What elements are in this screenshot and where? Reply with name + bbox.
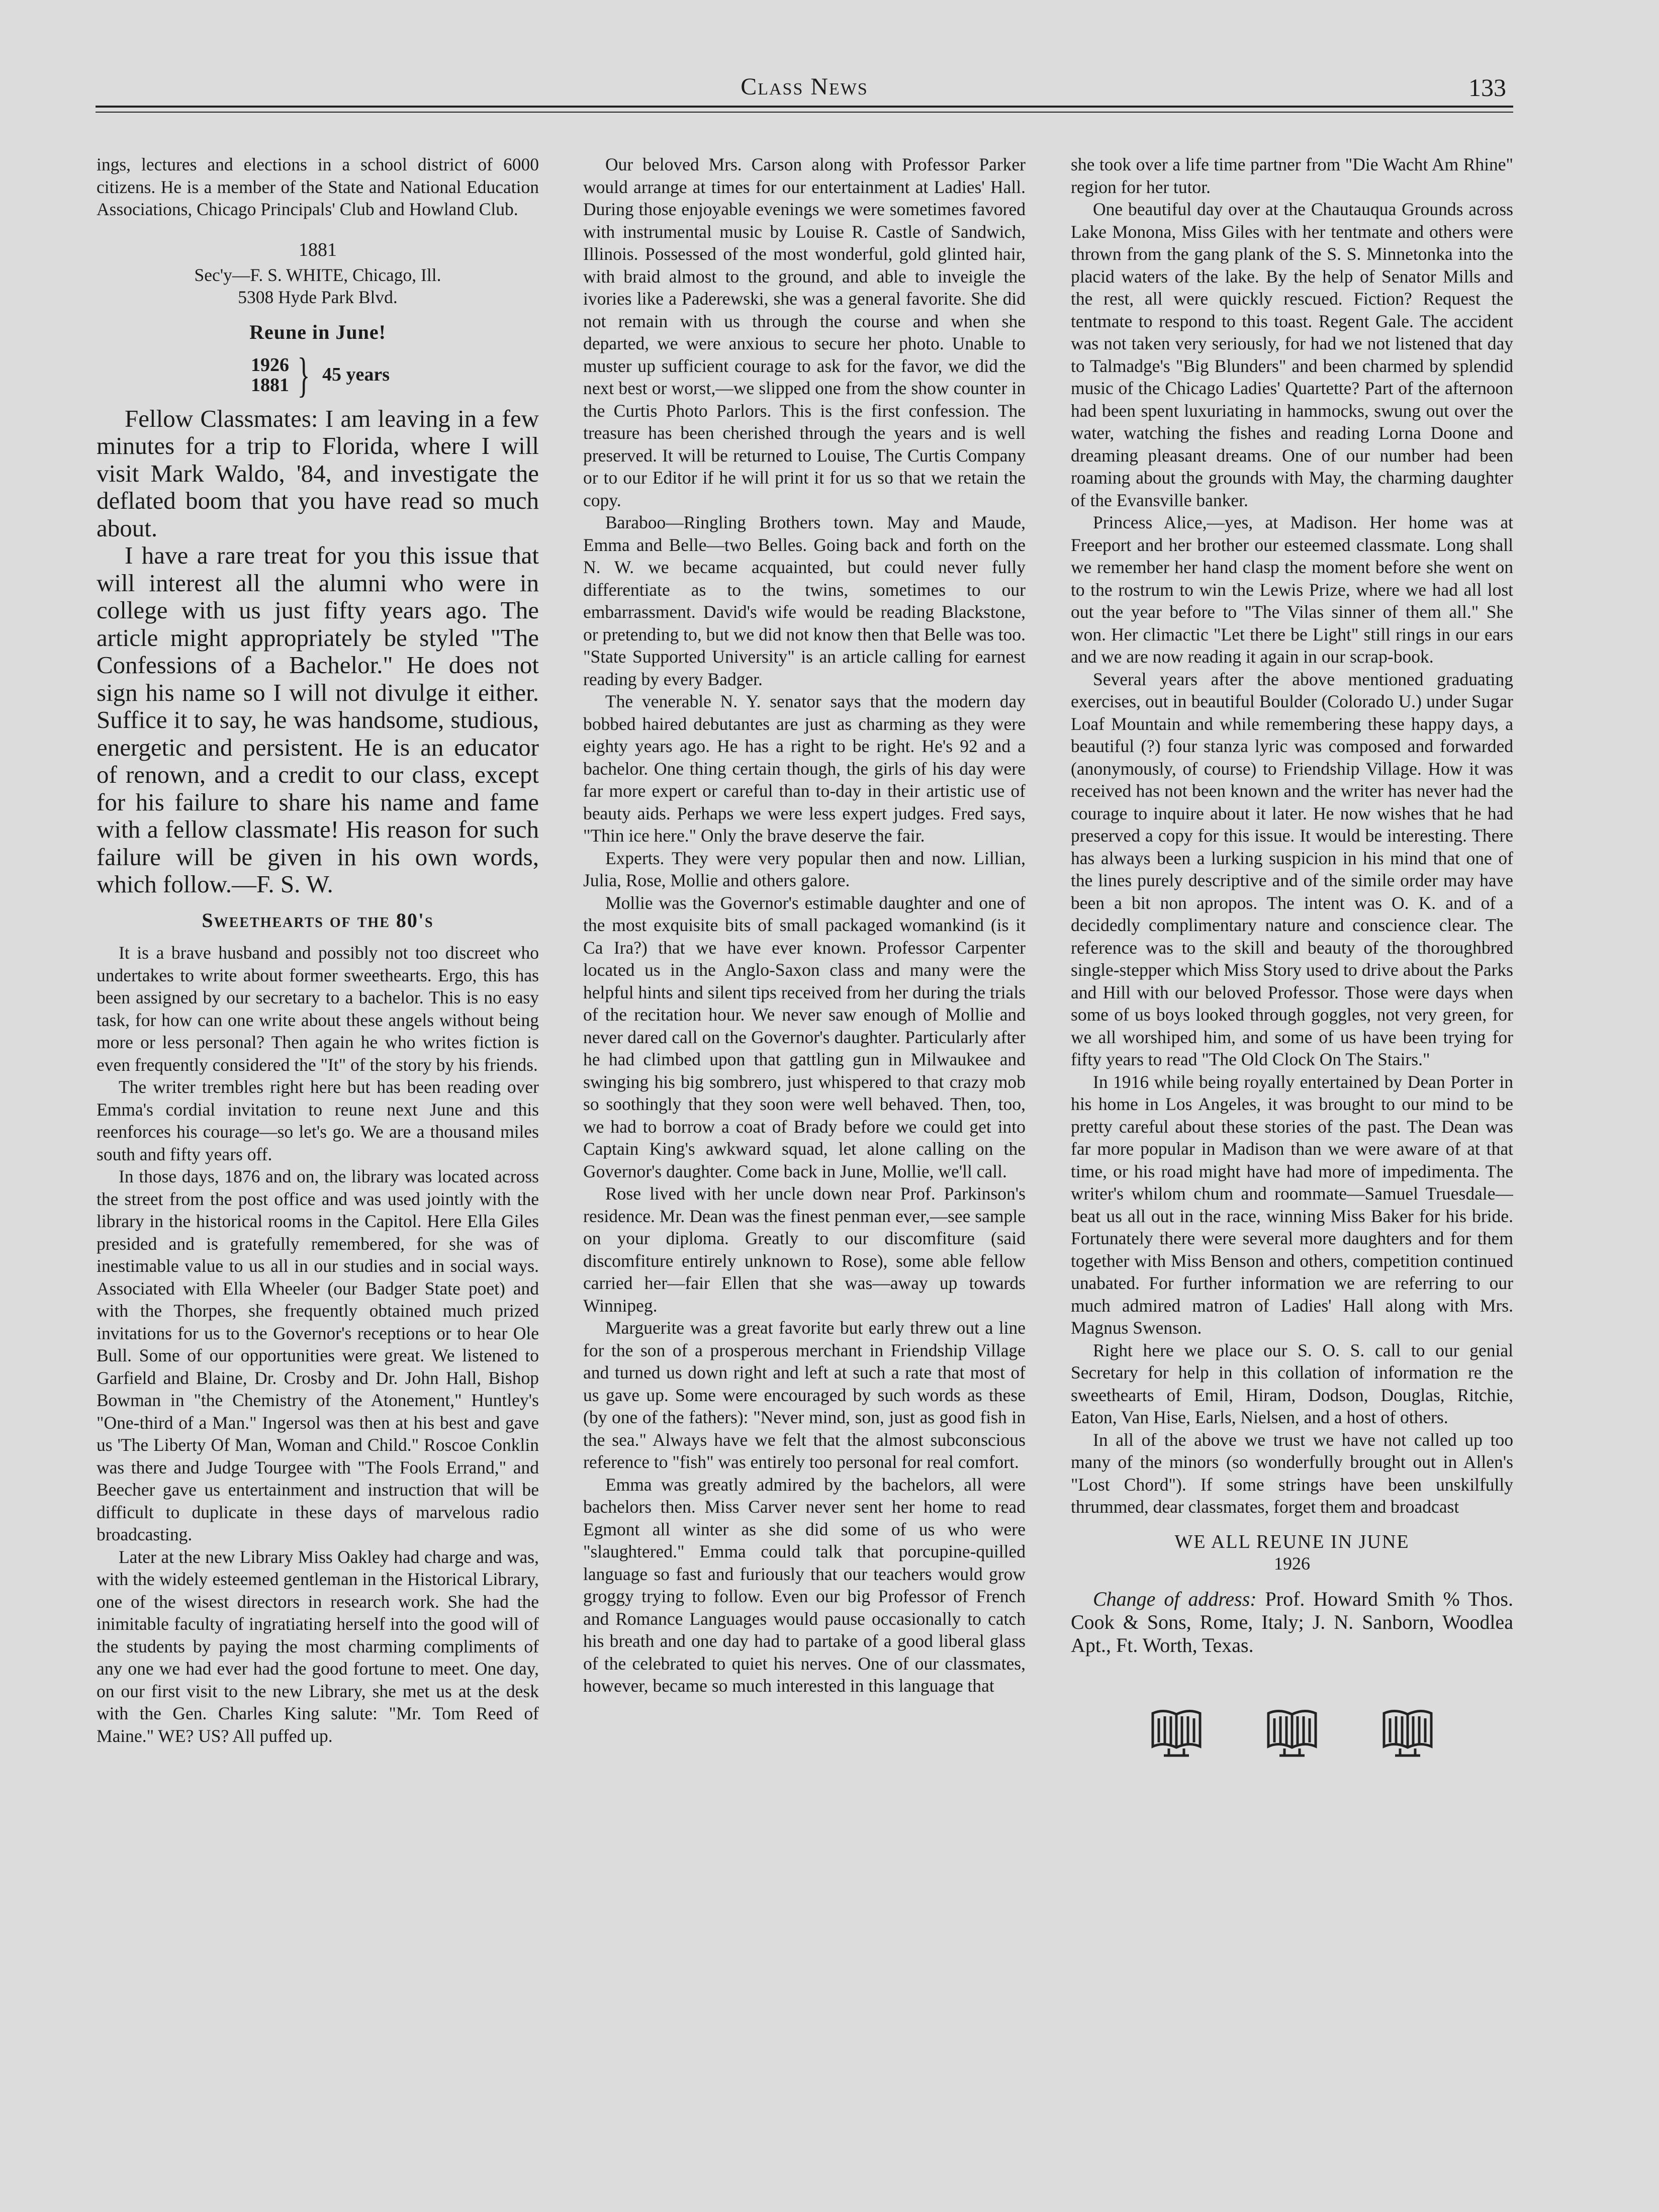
running-header — [96, 73, 1513, 108]
class-year: 1881 — [299, 239, 337, 260]
column-2 — [583, 153, 1026, 2084]
section-heading: Sweethearts of the 80's — [202, 908, 434, 932]
closing-year: 1926 — [1274, 1553, 1310, 1574]
paragraph: I have a rare treat for you this issue that will interest all the alumni who were in college with us just fifty years ago. The article might appropriately be styled "The Confessions of a Bachelor." He does not sign his name so I will not divulge it either. Suffice it to say, he was handsome, studious, energetic and persistent. He is an educator of renown, and a credit to our class, except for his failure to share his name and fame with a fellow classmate! His reason for such failure will be given in his own words, which follow.—F. S. W. — [97, 541, 539, 898]
reunion-years — [102, 347, 539, 402]
paragraph: Baraboo—Ringling Brothers town. May and Maude, Emma and Belle—two Belles. Going back and forth on the N. W. we became acquainted, but could never fully differentiate as to the twins, sometimes to our embarrassment. David's wife would be reading Blackstone, or pretending to, but we did not know then that Belle was too. "State Supported University" is an article calling for earnest reading by every Badger. — [583, 512, 1026, 689]
paragraph: Mollie was the Governor's estimable daughter and one of the most exquisite bits of small packaged womankind (is it Ca Ira?) that we have ever known. Professor Carpenter located us in the Anglo-Saxon class and many were the helpful hints and silent tips received from her during the trials of the recitation hour. We never saw enough of Mollie and never dared call on the Governor's daughter. Particularly after he had climbed upon that gattling gun in Milwaukee and swinging his big sombrero, just whispered to that crazy mob so soothingly that they soon were well behaved. Then, too, we had to borrow a coat of Brady before we could get into Captain King's awkward squad, let alone calling on the Governor's daughter. Come back in June, Mollie, we'll call. — [583, 892, 1026, 1181]
column-1 — [97, 153, 539, 2084]
paragraph: In those days, 1876 and on, the library was located across the street from the post office and was used jointly with the library in the historical rooms in the Capitol. Here Ella Giles presided and is gratefully remembered, for she was of inestimable value to us all in our studies and in social ways. Associated with Ella Wheeler (our Badger State poet) and with the Thorpes, she frequently obtained much prized invitations for us to the Governor's receptions or to hear Ole Bull. Some of our opportunities were great. We listened to Garfield and Blaine, Dr. Crosby and Dr. John Hall, Bishop Bowman in "the Chemistry of the Atonement," Huntley's "One-third of a Man." Ingersol was then at his best and gave us 'The Liberty Of Man, Woman and Child." Roscoe Conklin was there and Judge Tourgee with "The Fools Errand," and Beecher gave us entertainment and instruction that will be difficult to duplicate in these days of marvelous radio broadcasting. — [97, 1166, 539, 1544]
header-rule — [96, 106, 1513, 108]
reune-heading: Reune in June! — [249, 321, 386, 343]
secretary-info — [97, 264, 539, 308]
paragraph: In 1916 while being royally entertained by Dean Porter in his home in Los Angeles, it was brought to our mind to be pretty careful about these stories of the past. The Dean was far more popular in Madison than we were aware of at that time, or his road might have had more of impedimenta. The writer's whilom chum and roommate—Samuel Truesdale—beat us all out in the race, winning Miss Baker for his bride. Fortunately there were several more daughters and for them together with Miss Benson and others, competition continued unabated. For further information we are referring to our much admired matron of Ladies' Hall along with Mrs. Magnus Swenson. — [1071, 1071, 1513, 1338]
paragraph: Princess Alice,—yes, at Madison. Her home was at Freeport and her brother our esteemed classmate. Long shall we remember her hand clasp the moment before she went on to the rostrum to win the Lewis Prize, where we had all lost out the year before to "The Vilas sinner of them all." She won. Her climactic "Let there be Light" still rings in our ears and we are now reading it again in our scrap-book. — [1071, 512, 1513, 667]
paragraph: Our beloved Mrs. Carson along with Professor Parker would arrange at times for our entertainment at Ladies' Hall. During those enjoyable evenings we were sometimes favored with instrumental music by Louise R. Castle of Sandwich, Illinois. Possessed of the most wonderful, gold glinted hair, with braid almost to the ground, and able to inveigle the ivories like a Paderewski, she was a general favorite. She did not remain with us through the course and when she departed, we were anxious to secure her photo. Unable to muster up sufficient courage to ask for the favor, we did the next best or worst,—we slipped one from the show counter in the Curtis Photo Parlors. This is the first confession. The treasure has been cherished through the years and is well preserved. It will be returned to Louise, The Curtis Company or to our Editor if he will print it for us so that we retain the copy. — [583, 154, 1026, 510]
column-3 — [1071, 153, 1513, 2084]
paragraph: Fellow Classmates: I am leaving in a few minutes for a trip to Florida, where I will visit Mark Waldo, '84, and investigate the deflated boom that you have read so much about. — [97, 404, 539, 542]
paragraph: Several years after the above mentioned graduating exercises, out in beautiful Boulder (Colorado U.) under Sugar Loaf Mountain and while remembering these happy days, a beautiful (?) four stanza lyric was composed and forwarded (anonymously, of course) to Friendship Village. How it was received has not been known and the writer has never had the courage to inquire about it later. He now wishes that he had preserved a copy for this issue. It would be interesting. There has always been a lurking suspicion in his mind that one of the lines purely descriptive and of the simile order may have been a bit non apropos. The intent was O. K. and of a decidedly complimentary nature and conscience clear. The reference was to the skill and beauty of the thoroughbred single-stepper which Miss Story used to drive about the Parks and Hill with our beloved Professor. Those were days when some of us boys looked through goggles, not very green, for we all worshiped him, and some of us have been trying for fifty years to read "The Old Clock On The Stairs." — [1071, 669, 1513, 1069]
year-1881: 1881 — [250, 374, 289, 396]
paragraph: Later at the new Library Miss Oakley had charge and was, with the widely esteemed gentleman in the Historical Library, one of the wisest directors in research work. She had the inimitable faculty of ingratiating herself into the good will of the students by paying the most charming compliments of any one we had ever had the good fortune to meet. One day, on our first visit to the new Library, she met us at the desk with the Gen. Charles King salute: "Mr. Tom Reed of Maine." WE? US? All puffed up. — [97, 1546, 539, 1746]
change-label: Change of address: — [1093, 1588, 1257, 1610]
secretary-address: 5308 Hyde Park Blvd. — [238, 287, 398, 307]
paragraph: Right here we place our S. O. S. call to our genial Secretary for help in this collation of information re the sweethearts of Emil, Hiram, Dodson, Douglas, Ritchie, Eaton, Van Hise, Earls, Nielsen, and a host of others. — [1071, 1340, 1513, 1427]
change-text: Prof. Howard Smith % Thos. Cook & Sons, Rome, Italy; J. N. Sanborn, Woodlea Apt., Ft. Worth, Texas. — [1071, 1588, 1513, 1656]
paragraph: Emma was greatly admired by the bachelors, all were bachelors then. Miss Carver never sent her home to read Egmont all winter as she did some of us who were "slaughtered." Emma could talk that porcupine-quilled language so fast and furiously that our teachers would grow groggy trying to follow. Even our big Professor of French and Romance Languages would pause occasionally to catch his breath and one day had to partake of a good liberal glass of the celebrated to quiet his nerves. One of our classmates, however, became so much interested in this language that — [583, 1474, 1026, 1696]
change-of-address-paragraph — [1071, 1588, 1513, 1657]
secretary-letter — [97, 405, 539, 898]
secretary-line: Sec'y—F. S. WHITE, Chicago, Ill. — [194, 265, 441, 285]
paragraph: In all of the above we trust we have not called up too many of the minors (so wonderfully brought out in Allen's "Lost Chord"). If some strings have been unskilfully thrummed, dear classmates, forget them and broadcast — [1071, 1429, 1513, 1517]
page-number: 133 — [1468, 73, 1506, 102]
book-ornament-icon — [1264, 1707, 1320, 1758]
change-of-address — [1071, 1588, 1513, 1657]
years-label: 45 years — [322, 364, 390, 386]
header-rule-thin — [96, 112, 1513, 113]
paragraph: The writer trembles right here but has been reading over Emma's cordial invitation to reune next June and this reenforces his courage—so let's go. We are a thousand miles south and fifty years off. — [97, 1077, 539, 1164]
paragraph: The venerable N. Y. senator says that the modern day bobbed haired debutantes are just as charming as they were eighty years ago. He has a right to be right. He's 92 and a bachelor. One thing certain though, the girls of his day were far more expert or careful than to-day in their artistic use of beauty aids. Perhaps we were less expert judges. Fred says, "Thin ice here." Only the brave deserve the fair. — [583, 691, 1026, 846]
paragraph: Marguerite was a great favorite but early threw out a line for the son of a prosperous merchant in Friendship Village and turned us down right and left at such a rate that most of us gave up. Some were encouraged by such words as these (by one of the fathers): "Never mind, son, just as good fish in the sea." Always have we felt that the almost subconscious reference to "fish" was entirely too personal for real comfort. — [583, 1318, 1026, 1472]
book-ornament-icon — [1380, 1707, 1435, 1758]
book-ornament-icon — [1149, 1707, 1204, 1758]
paragraph: Rose lived with her uncle down near Prof. Parkinson's residence. Mr. Dean was the finest penman ever,—see sample on your diploma. Greatly to our discomfiture (said discomfiture entirely unknown to Rose), some able fellow carried her—fair Ellen that she was—away up towards Winnipeg. — [583, 1183, 1026, 1316]
paragraph: ings, lectures and elections in a school district of 6000 citizens. He is a member of the State and National Education Associations, Chicago Principals' Club and Howland Club. — [97, 154, 539, 219]
years-stack — [251, 355, 289, 395]
paragraph: she took over a life time partner from "Die Wacht Am Rhine" region for her tutor. — [1071, 154, 1513, 197]
ornament-row — [1071, 1707, 1513, 1758]
closing-slogan: WE ALL REUNE IN JUNE — [1174, 1531, 1410, 1552]
paragraph: Experts. They were very popular then and now. Lillian, Julia, Rose, Mollie and others galore. — [583, 848, 1026, 890]
year-1926: 1926 — [250, 354, 289, 376]
header-title: Class News — [741, 73, 868, 100]
paragraph: One beautiful day over at the Chautauqua Grounds across Lake Monona, Miss Giles with her tentmate and others were thrown from the gang plank of the S. S. Minnetonka into the placid waters of the lake. By the help of Senator Mills and the rest, all were quickly rescued. Fiction? Request the tentmate to respond to this toast. Regent Gale. The accident was not taken very seriously, for had we not listened that day to Talmadge's "Big Blunders" and been charmed by splendid music of the Chicago Ladies' Quartette? Part of the afternoon had been spent luxuriating in hammocks, swung out over the water, watching the fishes and reading Lorna Doone and dreaming pleasant dreams. One of our number had been roaming about the grounds with May, the charming daughter of the Evansville banker. — [1071, 199, 1513, 510]
brace-icon: } — [297, 347, 310, 402]
paragraph: It is a brave husband and possibly not too discreet who undertakes to write about former sweethearts. Ergo, this has been assigned by our secretary to a bachelor. This is no easy task, for how can one write about these angels without being more or less personal? Then again he who writes fiction is even frequently considered the "It" of the story by his friends. — [97, 943, 539, 1075]
